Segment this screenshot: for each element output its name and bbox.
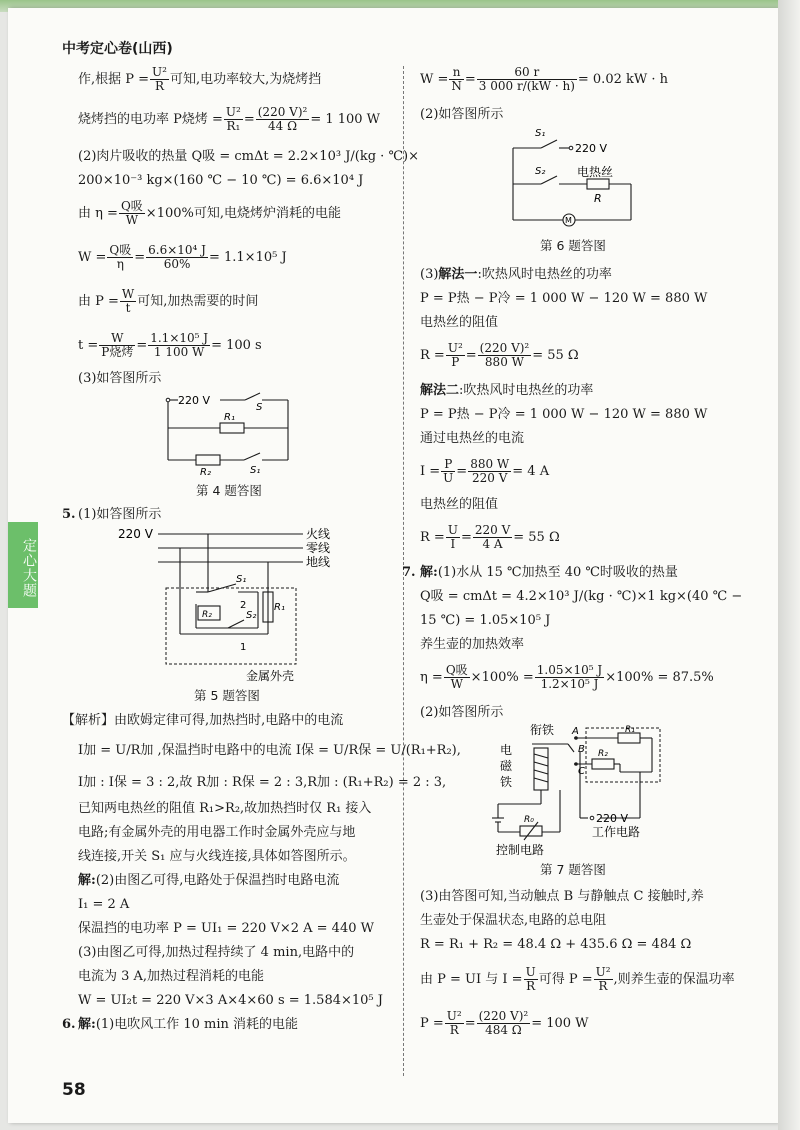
page-header: 中考定心卷(山西) [62, 41, 173, 57]
right-line-4: P = P热 − P冷 = 1 000 W − 120 W = 880 W [420, 291, 708, 306]
fig5-shell: 金属外壳 [246, 669, 295, 683]
fig5-ground: 地线 [306, 555, 331, 569]
fig7-voltage: 220 V [596, 812, 629, 825]
right-line-15: 15 ℃) = 1.05×10⁵ J [420, 613, 551, 628]
right-line-5: 电热丝的阻值 [420, 315, 499, 330]
figure-4-circuit [160, 388, 300, 478]
fig6-voltage: 220 V [575, 142, 608, 155]
fig7-magnet-3: 铁 [500, 775, 513, 789]
right-line-14: Q吸 = cmΔt = 4.2×10³ J/(kg · ℃)×1 kg×(40 ℃ − [420, 589, 743, 604]
right-line-23: P = $\frac{\text{U²}}{R}$ = $\frac{\text{(220 V)²}}{484 \Omega}$ = 100 W [420, 1009, 589, 1037]
right-line-18: (2)如答图所示 [420, 705, 504, 720]
analysis-6: 线连接,开关 S₁ 应与火线连接,具体如答图所示。 [78, 849, 356, 864]
solution-5-4: 保温挡的电功率 P = UI₁ = 220 V×2 A = 440 W [78, 921, 374, 936]
question-5-number: 5. [62, 507, 76, 522]
analysis-2: I加 = U/R加 ,保温挡时电路中的电流 I保 = U/R保 = U/(R₁+R₂), [78, 743, 461, 758]
fig4-voltage: 220 V [178, 394, 211, 407]
fig6-s1: S₁ [535, 128, 546, 139]
figure-4-caption: 第 4 题答图 [196, 483, 262, 498]
right-line-16: 养生壶的加热效率 [420, 637, 525, 652]
analysis-5: 电路;有金属外壳的用电器工作时金属外壳应与地 [78, 825, 356, 840]
fig7-a: A [572, 726, 579, 737]
fig4-r2-label: R₂ [200, 467, 211, 478]
figure-7-circuit [480, 722, 670, 860]
solution-5-2: 解:(2)由图乙可得,电路处于保温挡时电路电流 [78, 873, 340, 888]
fig5-r2: R₂ [202, 610, 212, 620]
fig7-control-circuit: 控制电路 [496, 843, 545, 857]
fig5-r1: R₁ [274, 602, 285, 613]
solution-5-5: (3)由图乙可得,加热过程持续了 4 min,电路中的 [78, 945, 355, 960]
fig6-r: R [594, 192, 602, 205]
right-line-20: 生壶处于保温状态,电路的总电阻 [420, 913, 607, 928]
fig7-magnet-1: 电 [500, 743, 513, 757]
right-line-19: (3)由答图可知,当动触点 B 与静触点 C 接触时,养 [420, 889, 704, 904]
figure-5-circuit [118, 524, 378, 684]
question-6-number: 6. [62, 1017, 76, 1032]
fig7-work-circuit: 工作电路 [592, 825, 641, 839]
left-line-7: 由 P = $\frac{W}{t}$ 可知,加热需要的时间 [78, 287, 259, 315]
fig7-r1: R₁ [625, 725, 635, 735]
right-line-7: 解法二:吹热风时电热丝的功率 [420, 383, 594, 398]
right-line-22: 由 P = UI 与 I = $\frac{U}{R}$ 可得 P = $\frac{\text{U²}}{R}$ ,则养生壶的保温功率 [420, 965, 735, 993]
right-line-17: η = $\frac{\text{Q吸}}{W}$ ×100% = $\frac{\text{1.05×10⁵ J}}{\text{1.2×10⁵ J}}$ ×100% = 87.5% [420, 663, 714, 691]
right-line-21: R = R₁ + R₂ = 48.4 Ω + 435.6 Ω = 484 Ω [420, 937, 692, 952]
left-line-2: 烧烤挡的电功率 P烧烤 = $\frac{\text{U²}}{\text{R₁}}$ = $\frac{\text{(220 V)²}}{44 \Omega}$ = 1 100 W [78, 105, 381, 133]
fig7-armature: 衔铁 [530, 723, 555, 737]
fig7-r0: R₀ [524, 815, 534, 825]
fig7-c: C [578, 766, 585, 777]
question-5-part1: (1)如答图所示 [78, 507, 162, 522]
right-line-9: 通过电热丝的电流 [420, 431, 525, 446]
right-line-2: (2)如答图所示 [420, 107, 504, 122]
right-line-11: 电热丝的阻值 [420, 497, 499, 512]
side-tab: 定心大题 [8, 522, 38, 608]
analysis-4: 已知两电热丝的阻值 R₁>R₂,故加热挡时仅 R₁ 接入 [78, 801, 372, 816]
question-6-part1: 解:(1)电吹风工作 10 min 消耗的电能 [78, 1017, 299, 1032]
solution-5-3: I₁ = 2 A [78, 897, 130, 912]
right-line-3: (3)解法一:吹热风时电热丝的功率 [420, 267, 612, 282]
fig5-point-2: 2 [240, 600, 247, 611]
figure-6-circuit [505, 124, 645, 234]
fig5-s1: S₁ [236, 574, 247, 585]
fig6-s2: S₂ [535, 166, 546, 177]
fig7-magnet-2: 磁 [500, 759, 513, 773]
left-line-3: (2)肉片吸收的热量 Q吸 = cmΔt = 2.2×10³ J/(kg · ℃)× [78, 149, 419, 164]
analysis-3: I加 : I保 = 3 : 2,故 R加 : R保 = 2 : 3,R加 : (R₁+R₂) = 2 : 3, [78, 775, 447, 790]
figure-6-caption: 第 6 题答图 [540, 238, 606, 253]
page-number: 58 [62, 1080, 86, 1100]
right-line-10: I = $\frac{P}{U}$ = $\frac{880 W}{220 V}$ = 4 A [420, 457, 550, 485]
right-line-6: R = $\frac{\text{U²}}{P}$ = $\frac{\text{(220 V)²}}{880 W}$ = 55 Ω [420, 341, 579, 369]
fraction: $\frac{\text{U²}}{R}$ [152, 65, 167, 93]
left-line-9: (3)如答图所示 [78, 371, 162, 386]
fig4-s1-label: S₁ [250, 465, 261, 476]
right-line-12: R = $\frac{U}{I}$ = $\frac{220 V}{4 A}$ = 55 Ω [420, 523, 560, 551]
figure-7-caption: 第 7 题答图 [540, 862, 606, 877]
fig5-neutral: 零线 [306, 541, 331, 555]
fig4-s-label: S [256, 402, 263, 413]
solution-5-6: 电流为 3 A,加热过程消耗的电能 [78, 969, 265, 984]
left-line-4: 200×10⁻³ kg×(160 ℃ − 10 ℃) = 6.6×10⁴ J [78, 173, 364, 188]
left-line-5: 由 η = $\frac{\text{Q吸}}{W}$ ×100%可知,电烧烤炉消耗的电能 [78, 199, 341, 227]
fig5-live: 火线 [306, 527, 331, 541]
fig4-r1-label: R₁ [224, 412, 235, 423]
fig5-s2: S₂ [246, 610, 257, 621]
figure-5-caption: 第 5 题答图 [194, 688, 260, 703]
solution-5-7: W = UI₂t = 220 V×3 A×4×60 s = 1.584×10⁵ J [78, 993, 383, 1008]
right-line-8: P = P热 − P冷 = 1 000 W − 120 W = 880 W [420, 407, 708, 422]
fig7-r2: R₂ [598, 749, 608, 759]
book-spine [778, 0, 800, 1130]
left-line-6: W = $\frac{\text{Q吸}}{\eta}$ = $\frac{\text{6.6×10⁴ J}}{60\%}$ = 1.1×10⁵ J [78, 243, 287, 271]
fig6-heater: 电热丝 [577, 165, 614, 179]
fig6-motor: M [565, 216, 572, 225]
left-line-8: t = $\frac{W}{\text{P烧烤}}$ = $\frac{\text{1.1×10⁵ J}}{1 100 W}$ = 100 s [78, 331, 262, 359]
fig5-voltage: 220 V [118, 527, 153, 541]
right-line-1: W = $\frac{n}{N}$ = $\frac{60 r}{3 000 r/(kW \cdot h)}$ = 0.02 kW · h [420, 65, 669, 93]
analysis-1: 【解析】由欧姆定律可得,加热挡时,电路中的电流 [62, 713, 344, 728]
fig5-point-1: 1 [240, 642, 247, 653]
right-line-13: 解:(1)水从 15 ℃加热至 40 ℃时吸收的热量 [420, 565, 678, 580]
question-7-number: 7. [402, 565, 416, 580]
fig7-b: B [578, 744, 585, 755]
left-line-1: 作,根据 P = $\frac{\text{U²}}{R}$ 可知,电功率较大,为烧烤挡 [78, 65, 322, 93]
